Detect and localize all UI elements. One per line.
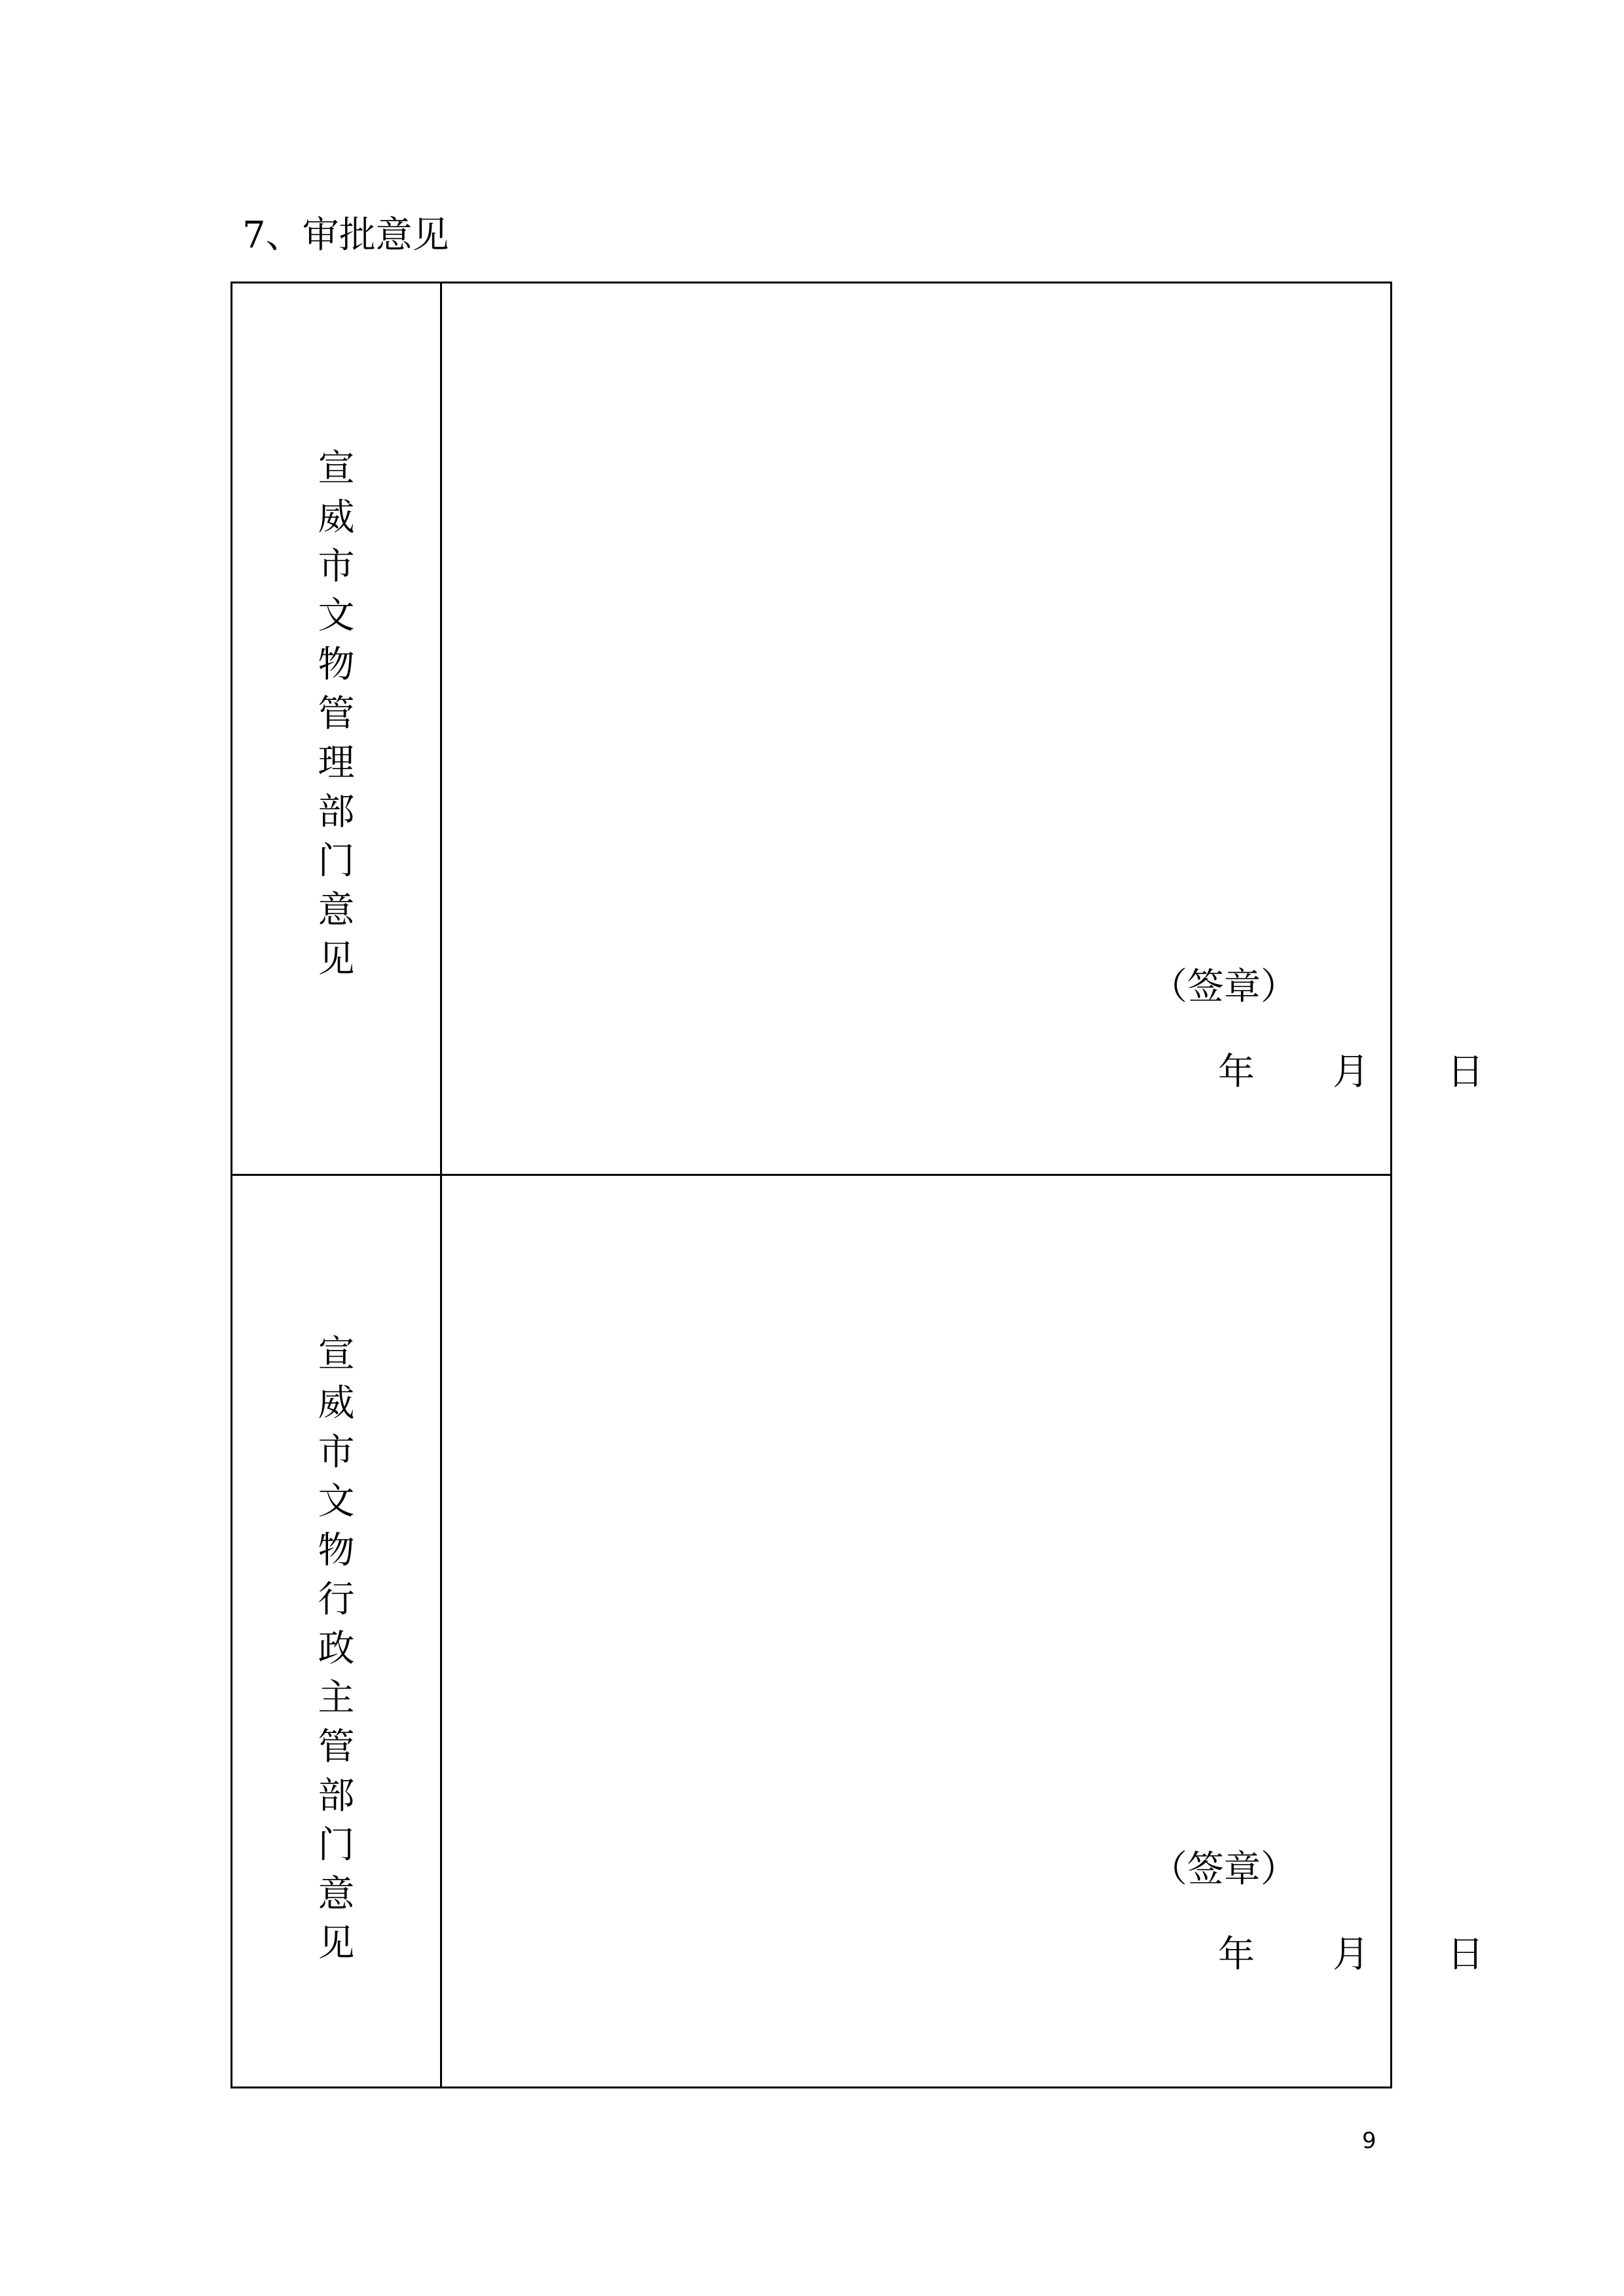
label-char: 文 — [318, 1480, 355, 1523]
label-char: 见 — [318, 1922, 355, 1965]
label-char: 理 — [318, 742, 355, 784]
seal-label: （签章） — [1151, 1848, 1297, 1891]
date-month: 月 — [1333, 1933, 1369, 1976]
label-char: 行 — [318, 1578, 355, 1621]
label-cell — [232, 283, 442, 1174]
label-char: 管 — [318, 693, 355, 735]
page-number: 9 — [1362, 2128, 1376, 2154]
date-day: 日 — [1447, 1051, 1484, 1093]
approval-row-cultural-relics-management — [232, 283, 1484, 1176]
date-day: 日 — [1447, 1933, 1484, 1976]
approval-row-cultural-relics-administration — [232, 1176, 1484, 2086]
label-char: 意 — [318, 889, 355, 932]
label-char: 主 — [318, 1677, 355, 1719]
label-char: 宣 — [318, 1333, 355, 1376]
date-year: 年 — [1218, 1933, 1255, 1976]
label-char: 物 — [318, 644, 355, 686]
label-char: 部 — [318, 1775, 355, 1817]
date-line — [1218, 1049, 1562, 1095]
label-char: 物 — [318, 1529, 355, 1572]
vertical-label — [232, 444, 440, 984]
opinion-field[interactable] — [442, 283, 1484, 1174]
label-char: 门 — [318, 840, 355, 883]
label-char: 威 — [318, 496, 355, 539]
label-char: 管 — [318, 1726, 355, 1768]
opinion-field[interactable] — [442, 1176, 1484, 2086]
date-year: 年 — [1218, 1051, 1255, 1093]
label-char: 文 — [318, 594, 355, 637]
label-char: 市 — [318, 1431, 355, 1474]
label-char: 政 — [318, 1628, 355, 1670]
section-title: 7、审批意见 — [242, 214, 449, 257]
label-char: 意 — [318, 1873, 355, 1916]
label-cell — [232, 1176, 442, 2086]
label-char: 市 — [318, 545, 355, 588]
approval-table — [231, 282, 1484, 2088]
label-char: 宣 — [318, 447, 355, 490]
vertical-label — [232, 1330, 440, 1968]
date-line — [1218, 1932, 1562, 1978]
date-month: 月 — [1333, 1051, 1369, 1093]
label-char: 门 — [318, 1824, 355, 1867]
label-char: 威 — [318, 1382, 355, 1425]
label-char: 部 — [318, 791, 355, 833]
label-char: 见 — [318, 938, 355, 981]
seal-label: （签章） — [1151, 966, 1297, 1008]
